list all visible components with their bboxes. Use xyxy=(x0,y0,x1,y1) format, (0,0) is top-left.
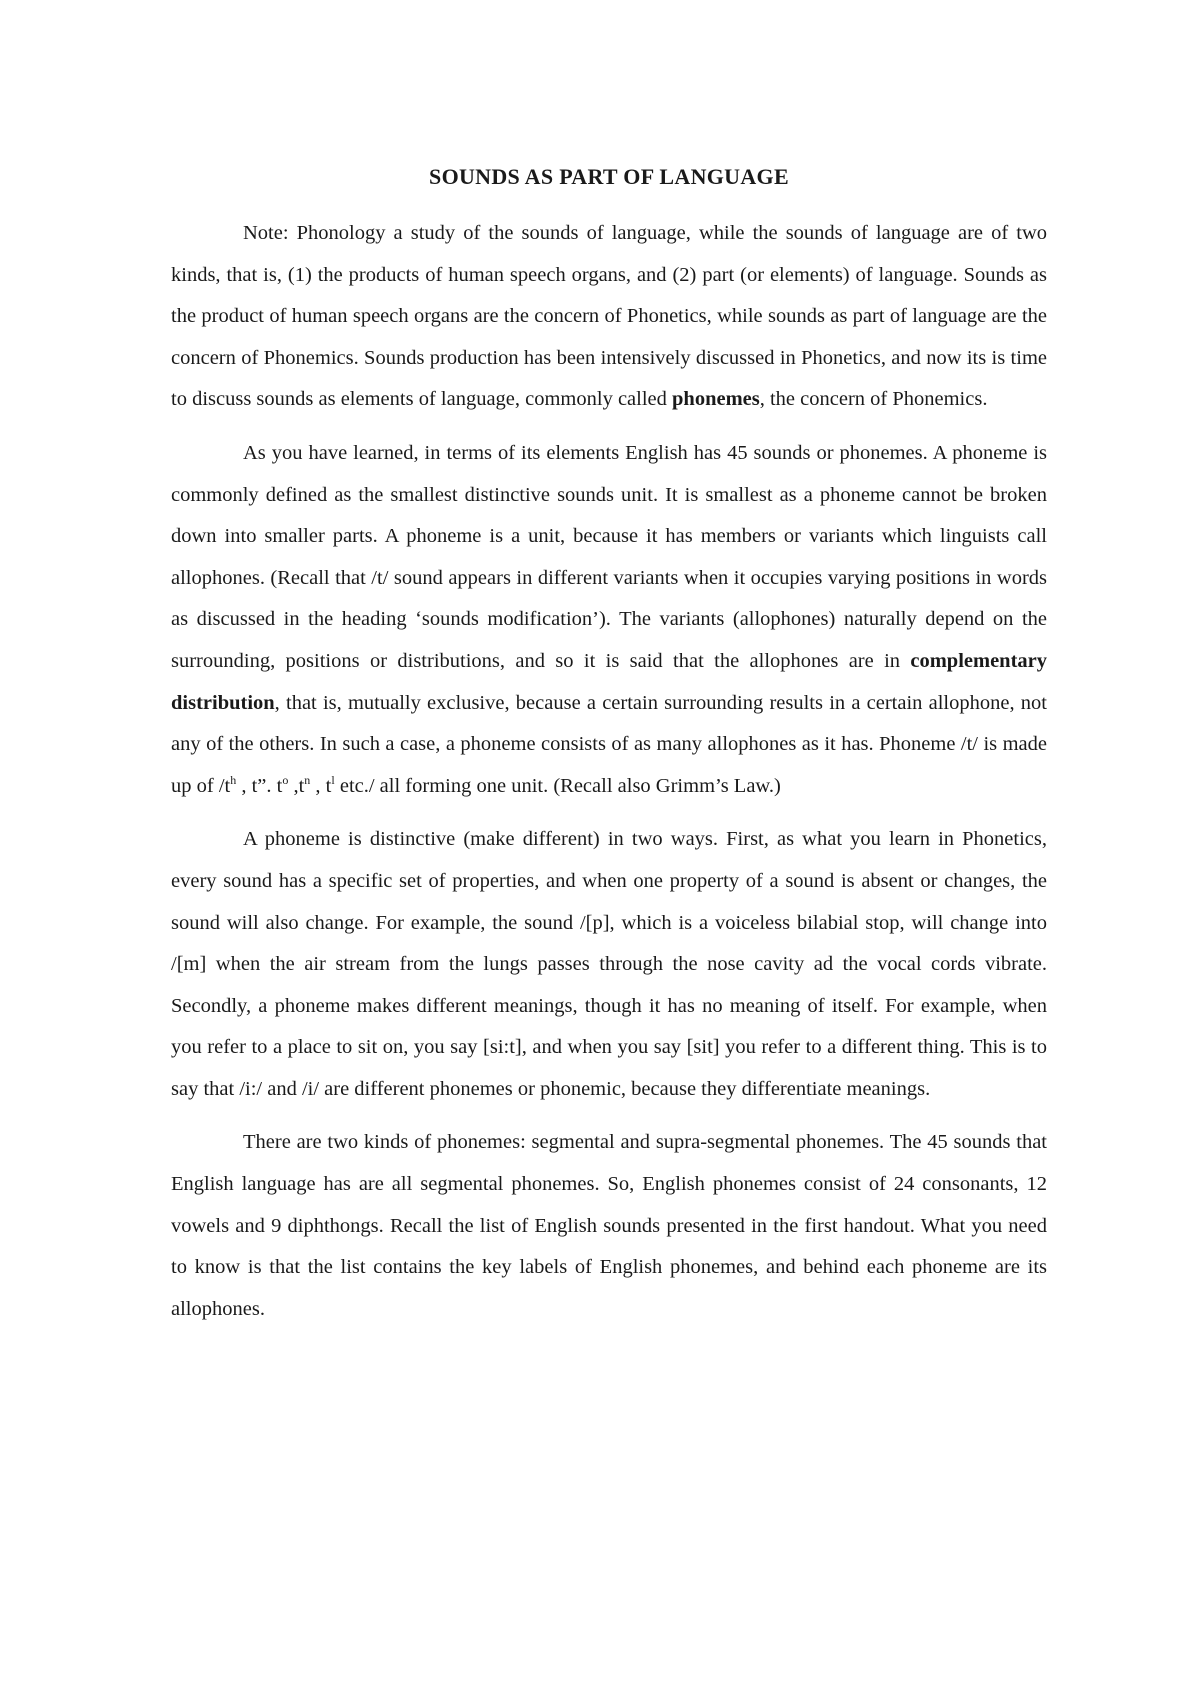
paragraph-note-text-1: Note: Phonology a study of the sounds of language, while the sounds of language are of two kinds, that is, (1) the products of human speech organs, and (2) part (or elements) of language. Sounds as the product of human speech organs are the concern of Phonetics, while sounds as part of language are the concern of Phonemics. Sounds production has been intensively discussed in Phonetics, and now its is time to discuss sounds as elements of language, commonly called xyxy=(171,222,1047,411)
paragraph-definition-text-1: As you have learned, in terms of its elements English has 45 sounds or phonemes. A phoneme is commonly defined as the smallest distinctive sounds unit. It is smallest as a phoneme cannot be broken down into smaller parts. A phoneme is a unit, because it has members or variants which linguists call allophones. (Recall that /t/ sound appears in different variants when it occupies varying positions in words as discussed in the heading ‘sounds modification’). The variants (allophones) naturally depend on the surrounding, positions or distributions, and so it is said that the allophones are in xyxy=(171,441,1047,672)
document-page xyxy=(171,163,1047,1342)
superscript-n: n xyxy=(304,772,311,787)
document-title: SOUNDS AS PART OF LANGUAGE xyxy=(429,164,789,189)
paragraph-kinds-of-phonemes: There are two kinds of phonemes: segmental and supra-segmental phonemes. The 45 sounds that English language has are all segmental phonemes. So, English phonemes consist of 24 consonants, 12 vowels and 9 diphthongs. Recall the list of English sounds presented in the first handout. What you need to know is that the list contains the key labels of English phonemes, and behind each phoneme are its allophones. xyxy=(171,1131,1047,1320)
paragraph-distinctive: A phoneme is distinctive (make different) in two ways. First, as what you learn in Phonetics, every sound has a specific set of properties, and when one property of a sound is absent or changes, the sound will also change. For example, the sound /[p], which is a voiceless bilabial stop, will change into /[m] when the air stream from the lungs passes through the nose cavity ad the vocal cords vibrate. Secondly, a phoneme makes different meanings, though it has no meaning of itself. For example, when you refer to a place to sit on, you say [si:t], and when you say [sit] you refer to a different thing. This is to say that /i:/ and /i/ are different phonemes or phonemic, because they differentiate meanings. xyxy=(171,828,1047,1100)
paragraph-note xyxy=(171,213,1047,421)
superscript-o: o xyxy=(282,772,289,787)
paragraph-phoneme-definition xyxy=(171,433,1047,807)
superscript-l: l xyxy=(331,772,335,787)
paragraph-definition-text-4: ,t xyxy=(288,774,305,797)
paragraph-definition-text-5: , t xyxy=(310,774,332,797)
paragraph-definition-text-6: etc./ all forming one unit. (Recall also Grimm’s Law.) xyxy=(334,774,781,797)
paragraph-definition-text-2: , that is, mutually exclusive, because a certain surrounding results in a certain allophone, not any of the others. In such a case, a phoneme consists of as many allophones as it has. Phoneme /t/ is made up of /t xyxy=(171,691,1047,797)
term-phonemes: phonemes xyxy=(672,388,760,411)
paragraph-note-text-2: , the concern of Phonemics. xyxy=(759,388,988,411)
term-complementary-distribution: complementary distribution xyxy=(171,649,1047,714)
superscript-h: h xyxy=(230,772,237,787)
paragraph-definition-text-3: , t”. t xyxy=(236,774,283,797)
